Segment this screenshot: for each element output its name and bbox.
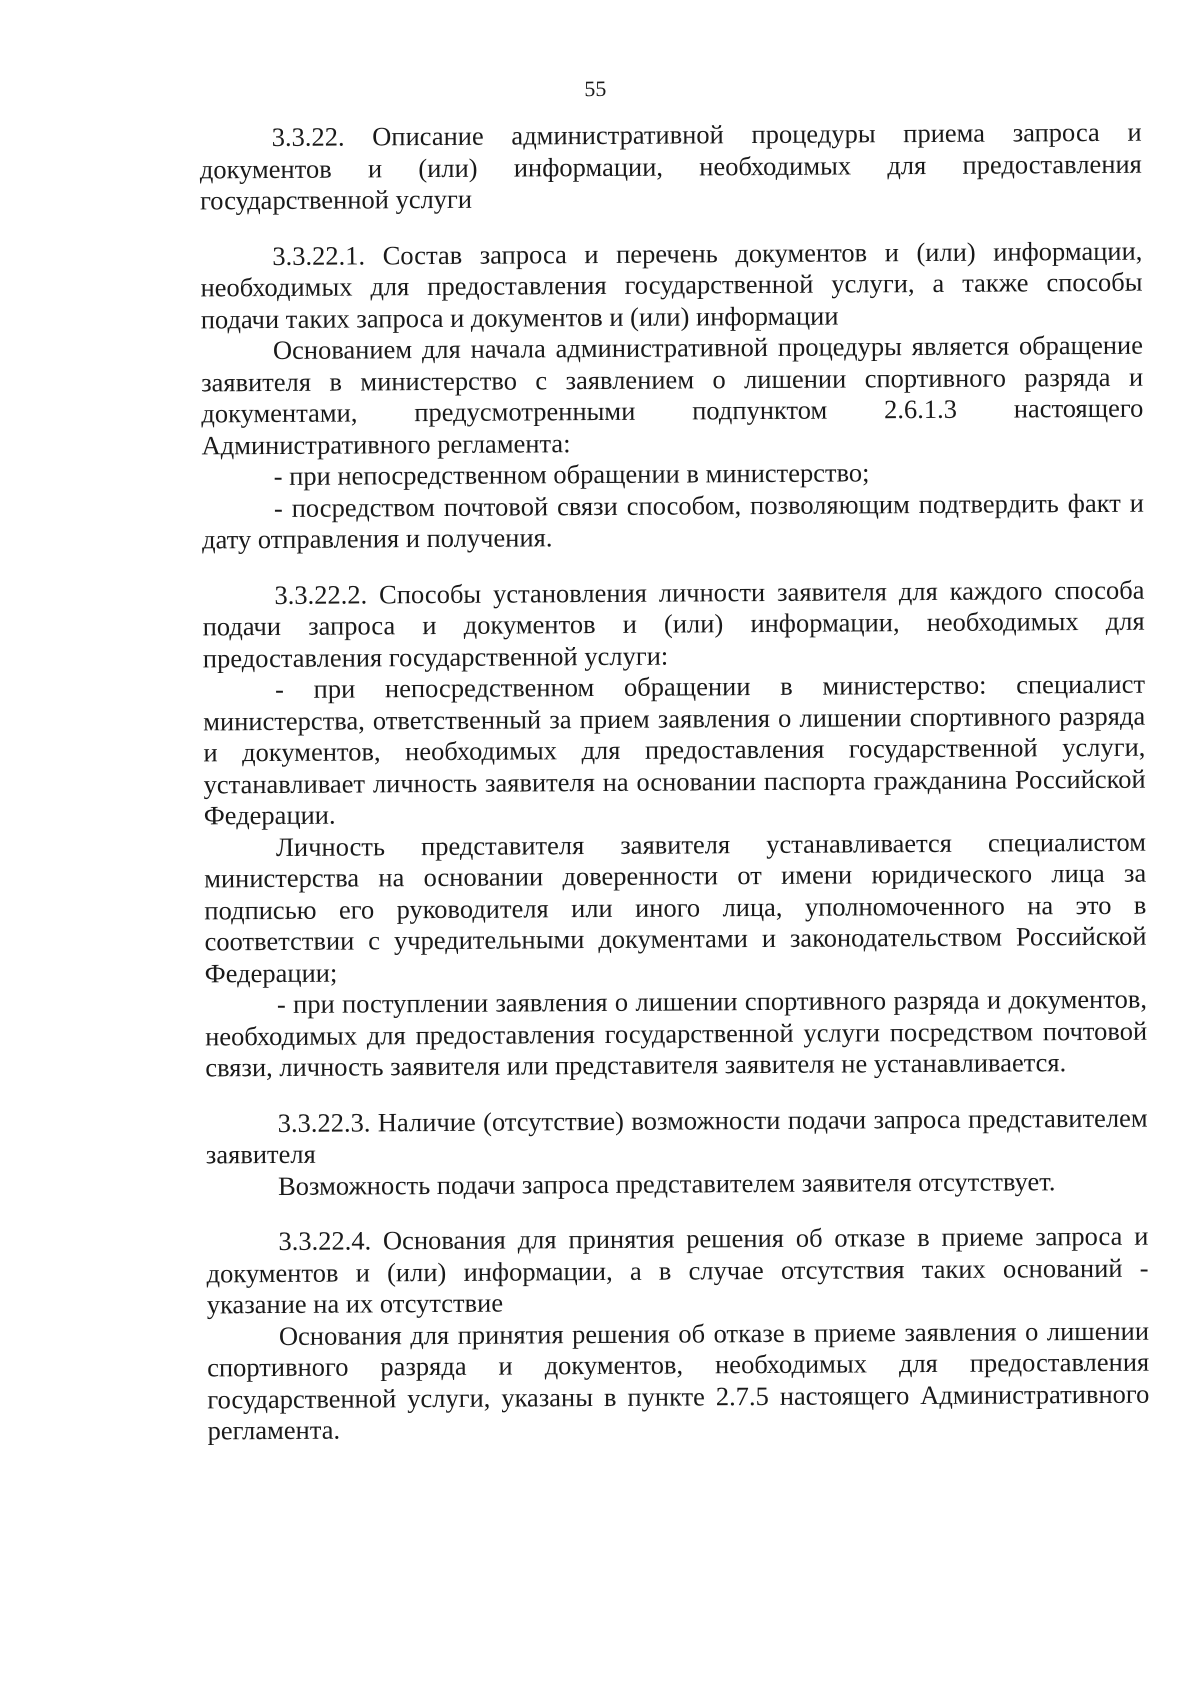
list-item-identity-postal: - при поступлении заявления о лишении спортивного разряда и документов, необходимых для предоставления государственной услуги посредством почтовой связи, личность заявителя или представителя заявителя не устанавливается. xyxy=(205,983,1148,1083)
section-heading-3-3-22: 3.3.22. Описание административной процедуры приема запроса и документов и (или) информации, необходимых для предоставления государственной услуги xyxy=(199,116,1142,216)
paragraph-refusal-grounds: Основания для принятия решения об отказе в приеме заявления о лишении спортивного разряда и документов, необходимых для предоставления государственной услуги, указаны в пункте 2.7.5 настоящего Административного регламента. xyxy=(207,1315,1150,1446)
subsection-heading-3-3-22-1: 3.3.22.1. Состав запроса и перечень документов и (или) информации, необходимых для предоставления государственной услуги, а также способы подачи таких запроса и документов и (или) информации xyxy=(200,235,1143,334)
paragraph-basis: Основанием для начала административной процедуры является обращение заявителя в министерство с заявлением о лишении спортивного разряда и документами, предусмотренными подпунктом 2.6.1.3 настоящего Административного регламента: xyxy=(201,329,1144,460)
document-body xyxy=(200,117,1150,1447)
list-item-identity-direct: - при непосредственном обращении в министерство: специалист министерства, ответственный за прием заявления о лишении спортивного разряда и документов, необходимых для предоставления государственной услуги, устанавливает личность заявителя на основании паспорта гражданина Российской Федерации. xyxy=(203,668,1146,831)
list-item-postal: - посредством почтовой связи способом, позволяющим подтвердить факт и дату отправления и получения. xyxy=(202,487,1144,555)
paragraph-representative-absent: Возможность подачи запроса представителем заявителя отсутствует. xyxy=(277,1165,1056,1201)
list-item-direct-appeal: - при непосредственном обращении в министерство; xyxy=(273,457,870,491)
page-number: 55 xyxy=(584,75,607,102)
subsection-heading-3-3-22-2: 3.3.22.2. Способы установления личности заявителя для каждого способа подачи запроса и документов и (или) информации, необходимых для предоставления государственной услуги: xyxy=(202,574,1145,673)
paragraph-representative-identity: Личность представителя заявителя устанавливается специалистом министерства на основании доверенности от имени юридического лица за подписью его руководителя или иного лица, уполномоченного на это в соответствии с учредительными документами и законодательством Российской Федерации; xyxy=(204,826,1147,988)
subsection-heading-3-3-22-3: 3.3.22.3. Наличие (отсутствие) возможности подачи запроса представителем заявителя xyxy=(205,1102,1148,1170)
subsection-heading-3-3-22-4: 3.3.22.4. Основания для принятия решения об отказе в приеме запроса и документов и (или) информации, а в случае отсутствия таких оснований - указание на их отсутствие xyxy=(206,1220,1149,1320)
